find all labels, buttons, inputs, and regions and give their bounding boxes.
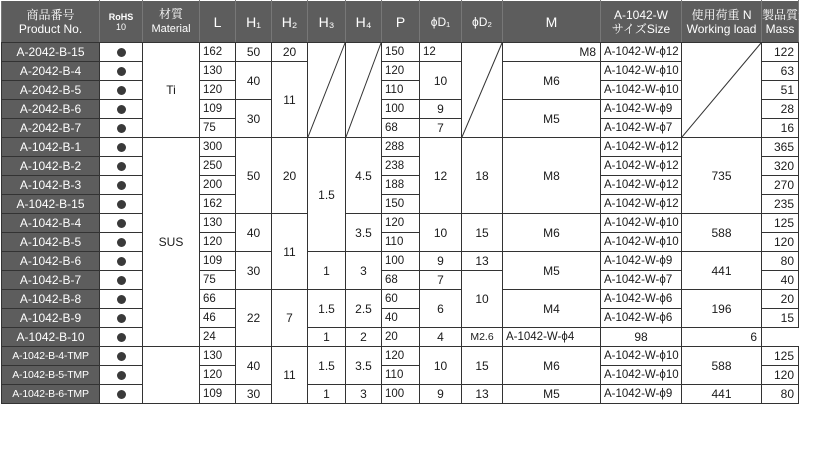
cell-H3: 1.5: [308, 347, 346, 385]
cell-size: A-1042-W-ϕ12: [601, 195, 682, 214]
cell-H4: 2: [346, 328, 382, 347]
cell-load: 441: [682, 385, 762, 404]
cell-P: 100: [382, 100, 420, 119]
cell-M: M5: [503, 100, 601, 138]
product-no: A-1042-B-3: [2, 176, 100, 195]
rohs-dot-icon: [117, 295, 126, 304]
cell-mass: 365: [762, 138, 799, 157]
cell-H2: 20: [272, 43, 308, 62]
table-row: [2, 100, 799, 119]
cell-H1: 30: [236, 385, 272, 404]
rohs-dot: [100, 157, 143, 176]
cell-size: A-1042-W-ϕ12: [601, 138, 682, 157]
cell-H1: 40: [236, 214, 272, 252]
rohs-dot: [100, 62, 143, 81]
cell-mass: 320: [762, 157, 799, 176]
cell-size: A-1042-W-ϕ9: [601, 100, 682, 119]
cell-L: 109: [200, 100, 236, 119]
cell-size: A-1042-W-ϕ9: [601, 252, 682, 271]
cell-D1: 9: [420, 252, 462, 271]
cell-size: A-1042-W-ϕ9: [601, 385, 682, 404]
cell-P: 150: [382, 43, 420, 62]
cell-P: 120: [382, 214, 420, 233]
cell-D2: 18: [462, 138, 503, 214]
product-no: A-2042-B-15: [2, 43, 100, 62]
cell-D1: 7: [420, 119, 462, 138]
cell-mass: 20: [762, 290, 799, 309]
cell-L: 24: [200, 328, 236, 347]
cell-P: 150: [382, 195, 420, 214]
cell-P: 60: [382, 290, 420, 309]
cell-D1: 9: [420, 100, 462, 119]
table-row: [2, 214, 799, 233]
rohs-dot-icon: [117, 124, 126, 133]
rohs-dot-icon: [117, 276, 126, 285]
rohs-dot-icon: [117, 48, 126, 57]
product-no: A-1042-B-6-TMP: [2, 385, 100, 404]
cell-load: 735: [682, 138, 762, 214]
cell-size: A-1042-W-ϕ4: [503, 328, 601, 347]
cell-load: 196: [682, 290, 762, 328]
rohs-dot: [100, 119, 143, 138]
empty-cell-D2: [462, 43, 503, 138]
rohs-dot: [100, 252, 143, 271]
cell-H2: 7: [272, 290, 308, 347]
cell-size: A-1042-W-ϕ6: [601, 290, 682, 309]
cell-mass: 15: [762, 309, 799, 328]
table-row: [2, 309, 799, 328]
cell-size: A-1042-W-ϕ12: [601, 157, 682, 176]
cell-H3: 1.5: [308, 138, 346, 252]
cell-size: A-1042-W-ϕ10: [601, 81, 682, 100]
cell-L: 109: [200, 385, 236, 404]
cell-H2: 20: [272, 138, 308, 214]
header-H4: H₄: [346, 1, 382, 43]
table-row: [2, 119, 799, 138]
table-row: [2, 252, 799, 271]
rohs-dot: [100, 366, 143, 385]
cell-L: 130: [200, 214, 236, 233]
rohs-dot: [100, 328, 143, 347]
cell-D1: 10: [420, 214, 462, 252]
cell-D1: 12: [420, 138, 462, 214]
cell-mass: 120: [762, 233, 799, 252]
rohs-dot: [100, 347, 143, 366]
cell-M: M6: [503, 214, 601, 252]
cell-L: 75: [200, 119, 236, 138]
product-no: A-1042-B-1: [2, 138, 100, 157]
cell-H1: 22: [236, 290, 272, 347]
cell-L: 162: [200, 43, 236, 62]
table-row: [2, 62, 799, 81]
cell-L: 66: [200, 290, 236, 309]
cell-P: 188: [382, 176, 420, 195]
rohs-dot-icon: [117, 219, 126, 228]
table-row: [2, 290, 799, 309]
cell-H3: 1.5: [308, 290, 346, 328]
cell-mass: 122: [762, 43, 799, 62]
cell-M: M6: [503, 347, 601, 385]
rohs-dot: [100, 290, 143, 309]
cell-mass: 120: [762, 366, 799, 385]
spec-table: [1, 0, 825, 404]
material: Ti: [143, 43, 200, 138]
cell-size: A-1042-W-ϕ10: [601, 233, 682, 252]
cell-size: A-1042-W-ϕ10: [601, 347, 682, 366]
header-H1: H₁: [236, 1, 272, 43]
cell-L: 130: [200, 347, 236, 366]
rohs-dot-icon: [117, 200, 126, 209]
empty-cell-H4: [346, 43, 382, 138]
product-no: A-2042-B-5: [2, 81, 100, 100]
rohs-dot-icon: [117, 352, 126, 361]
cell-H1: 30: [236, 100, 272, 138]
cell-D1: 6: [420, 290, 462, 328]
cell-P: 238: [382, 157, 420, 176]
header-product-no: 商品番号 Product No.: [2, 1, 100, 43]
cell-H2: 11: [272, 62, 308, 138]
cell-load: 441: [682, 252, 762, 290]
cell-H1: 30: [236, 252, 272, 290]
header-M: M: [503, 1, 601, 43]
header-working-load: 使用荷重 N Working load: [682, 1, 762, 43]
cell-D2: 13: [462, 252, 503, 271]
cell-L: 162: [200, 195, 236, 214]
table-row: [2, 138, 799, 157]
rohs-dot: [100, 385, 143, 404]
product-no: A-2042-B-7: [2, 119, 100, 138]
cell-mass: 80: [762, 385, 799, 404]
cell-P: 110: [382, 366, 420, 385]
rohs-dot: [100, 271, 143, 290]
cell-M: M8: [503, 138, 601, 214]
table-row: [2, 176, 799, 195]
cell-D1: 9: [420, 385, 462, 404]
cell-size: A-1042-W-ϕ7: [601, 119, 682, 138]
header-material: 材質 Material: [143, 1, 200, 43]
header-H2: H₂: [272, 1, 308, 43]
cell-D2: 15: [462, 214, 503, 252]
cell-P: 68: [382, 119, 420, 138]
cell-H2: 11: [272, 214, 308, 290]
cell-L: 200: [200, 176, 236, 195]
rohs-dot-icon: [117, 181, 126, 190]
rohs-dot: [100, 100, 143, 119]
cell-mass: 51: [762, 81, 799, 100]
rohs-dot: [100, 195, 143, 214]
product-no: A-1042-B-15: [2, 195, 100, 214]
cell-P: 100: [382, 252, 420, 271]
cell-L: 300: [200, 138, 236, 157]
header-D2: ϕD₂: [462, 1, 503, 43]
table-row: [2, 43, 799, 62]
rohs-dot: [100, 214, 143, 233]
cell-P: 100: [382, 385, 420, 404]
product-no: A-1042-B-10: [2, 328, 100, 347]
cell-H1: 50: [236, 43, 272, 62]
cell-size: A-1042-W-ϕ12: [601, 176, 682, 195]
cell-mass: 125: [762, 347, 799, 366]
cell-D1: 10: [420, 62, 462, 100]
rohs-dot: [100, 43, 143, 62]
cell-D2: 10: [462, 271, 503, 328]
table-row: [2, 195, 799, 214]
cell-M: M5: [503, 385, 601, 404]
rohs-dot-icon: [117, 314, 126, 323]
rohs-dot-icon: [117, 162, 126, 171]
material: [143, 347, 200, 404]
rohs-dot: [100, 138, 143, 157]
table-row: [2, 366, 799, 385]
cell-H4: 4.5: [346, 138, 382, 214]
cell-mass: 28: [762, 100, 799, 119]
product-no: A-1042-B-4: [2, 214, 100, 233]
table-row: [2, 233, 799, 252]
product-no: A-1042-B-9: [2, 309, 100, 328]
cell-M: M5: [503, 252, 601, 290]
header-P: P: [382, 1, 420, 43]
cell-P: 110: [382, 81, 420, 100]
rohs-dot: [100, 81, 143, 100]
cell-H2: 11: [272, 347, 308, 404]
cell-H1: 40: [236, 347, 272, 385]
cell-mass: 6: [682, 328, 762, 347]
cell-load: 98: [601, 328, 682, 347]
header-row: [2, 1, 799, 43]
cell-P: 120: [382, 62, 420, 81]
header-mass: 製品質量(g) Mass: [762, 1, 799, 43]
cell-M: M8: [503, 43, 601, 62]
cell-M: M2.6: [462, 328, 503, 347]
cell-M: M6: [503, 62, 601, 100]
empty-cell-H3: [308, 43, 346, 138]
cell-L: 120: [200, 81, 236, 100]
rohs-dot-icon: [117, 371, 126, 380]
cell-D1: 12: [420, 43, 462, 62]
cell-size: A-1042-W-ϕ12: [601, 43, 682, 62]
material: SUS: [143, 138, 200, 347]
header-rohs: RoHS 10: [100, 1, 143, 43]
cell-L: 46: [200, 309, 236, 328]
cell-H1: 40: [236, 62, 272, 100]
rohs-dot: [100, 176, 143, 195]
product-no: A-1042-B-6: [2, 252, 100, 271]
cell-L: 250: [200, 157, 236, 176]
table-row: [2, 81, 799, 100]
rohs-dot-icon: [117, 333, 126, 342]
rohs-dot: [100, 233, 143, 252]
empty-cell-load: [682, 43, 762, 138]
cell-mass: 125: [762, 214, 799, 233]
rohs-dot: [100, 309, 143, 328]
cell-P: 20: [382, 328, 420, 347]
cell-L: 120: [200, 233, 236, 252]
product-no: A-1042-B-8: [2, 290, 100, 309]
table-row: [2, 328, 799, 347]
cell-mass: 63: [762, 62, 799, 81]
rohs-dot-icon: [117, 143, 126, 152]
header-L: L: [200, 1, 236, 43]
cell-mass: 80: [762, 252, 799, 271]
cell-H4: 3: [346, 252, 382, 290]
cell-load: 588: [682, 214, 762, 252]
cell-H3: 1: [308, 385, 346, 404]
header-H3: H₃: [308, 1, 346, 43]
table-row: [2, 385, 799, 404]
cell-mass: 270: [762, 176, 799, 195]
product-no: A-1042-B-2: [2, 157, 100, 176]
cell-P: 120: [382, 347, 420, 366]
cell-H4: 2.5: [346, 290, 382, 328]
cell-P: 40: [382, 309, 420, 328]
cell-P: 288: [382, 138, 420, 157]
cell-P: 68: [382, 271, 420, 290]
product-no: A-1042-B-4-TMP: [2, 347, 100, 366]
rohs-dot-icon: [117, 257, 126, 266]
cell-size: A-1042-W-ϕ6: [601, 309, 682, 328]
cell-L: 109: [200, 252, 236, 271]
cell-H4: 3.5: [346, 347, 382, 385]
cell-load: 588: [682, 347, 762, 385]
rohs-dot-icon: [117, 238, 126, 247]
header-size: A-1042-W サイズSize: [601, 1, 682, 43]
cell-L: 120: [200, 366, 236, 385]
cell-mass: 40: [762, 271, 799, 290]
cell-H3: 1: [308, 328, 346, 347]
cell-D2: 13: [462, 385, 503, 404]
cell-M: M4: [503, 290, 601, 328]
cell-size: A-1042-W-ϕ10: [601, 214, 682, 233]
cell-H4: 3.5: [346, 214, 382, 252]
table-row: [2, 271, 799, 290]
cell-H3: 1: [308, 252, 346, 290]
rohs-dot-icon: [117, 86, 126, 95]
header-D1: ϕD₁: [420, 1, 462, 43]
product-no: A-1042-B-5: [2, 233, 100, 252]
cell-L: 130: [200, 62, 236, 81]
cell-H1: 50: [236, 138, 272, 214]
cell-size: A-1042-W-ϕ10: [601, 62, 682, 81]
cell-mass: 235: [762, 195, 799, 214]
cell-L: 75: [200, 271, 236, 290]
cell-size: A-1042-W-ϕ10: [601, 366, 682, 385]
rohs-dot-icon: [117, 67, 126, 76]
table-row: [2, 157, 799, 176]
rohs-dot-icon: [117, 390, 126, 399]
product-no: A-1042-B-5-TMP: [2, 366, 100, 385]
cell-size: A-1042-W-ϕ7: [601, 271, 682, 290]
cell-D2: 15: [462, 347, 503, 385]
cell-D1: 10: [420, 347, 462, 385]
cell-mass: 16: [762, 119, 799, 138]
product-no: A-1042-B-7: [2, 271, 100, 290]
cell-D1: 7: [420, 271, 462, 290]
cell-D1: 4: [420, 328, 462, 347]
product-no: A-2042-B-6: [2, 100, 100, 119]
cell-P: 110: [382, 233, 420, 252]
rohs-dot-icon: [117, 105, 126, 114]
product-no: A-2042-B-4: [2, 62, 100, 81]
table-row: [2, 347, 799, 366]
cell-H4: 3: [346, 385, 382, 404]
